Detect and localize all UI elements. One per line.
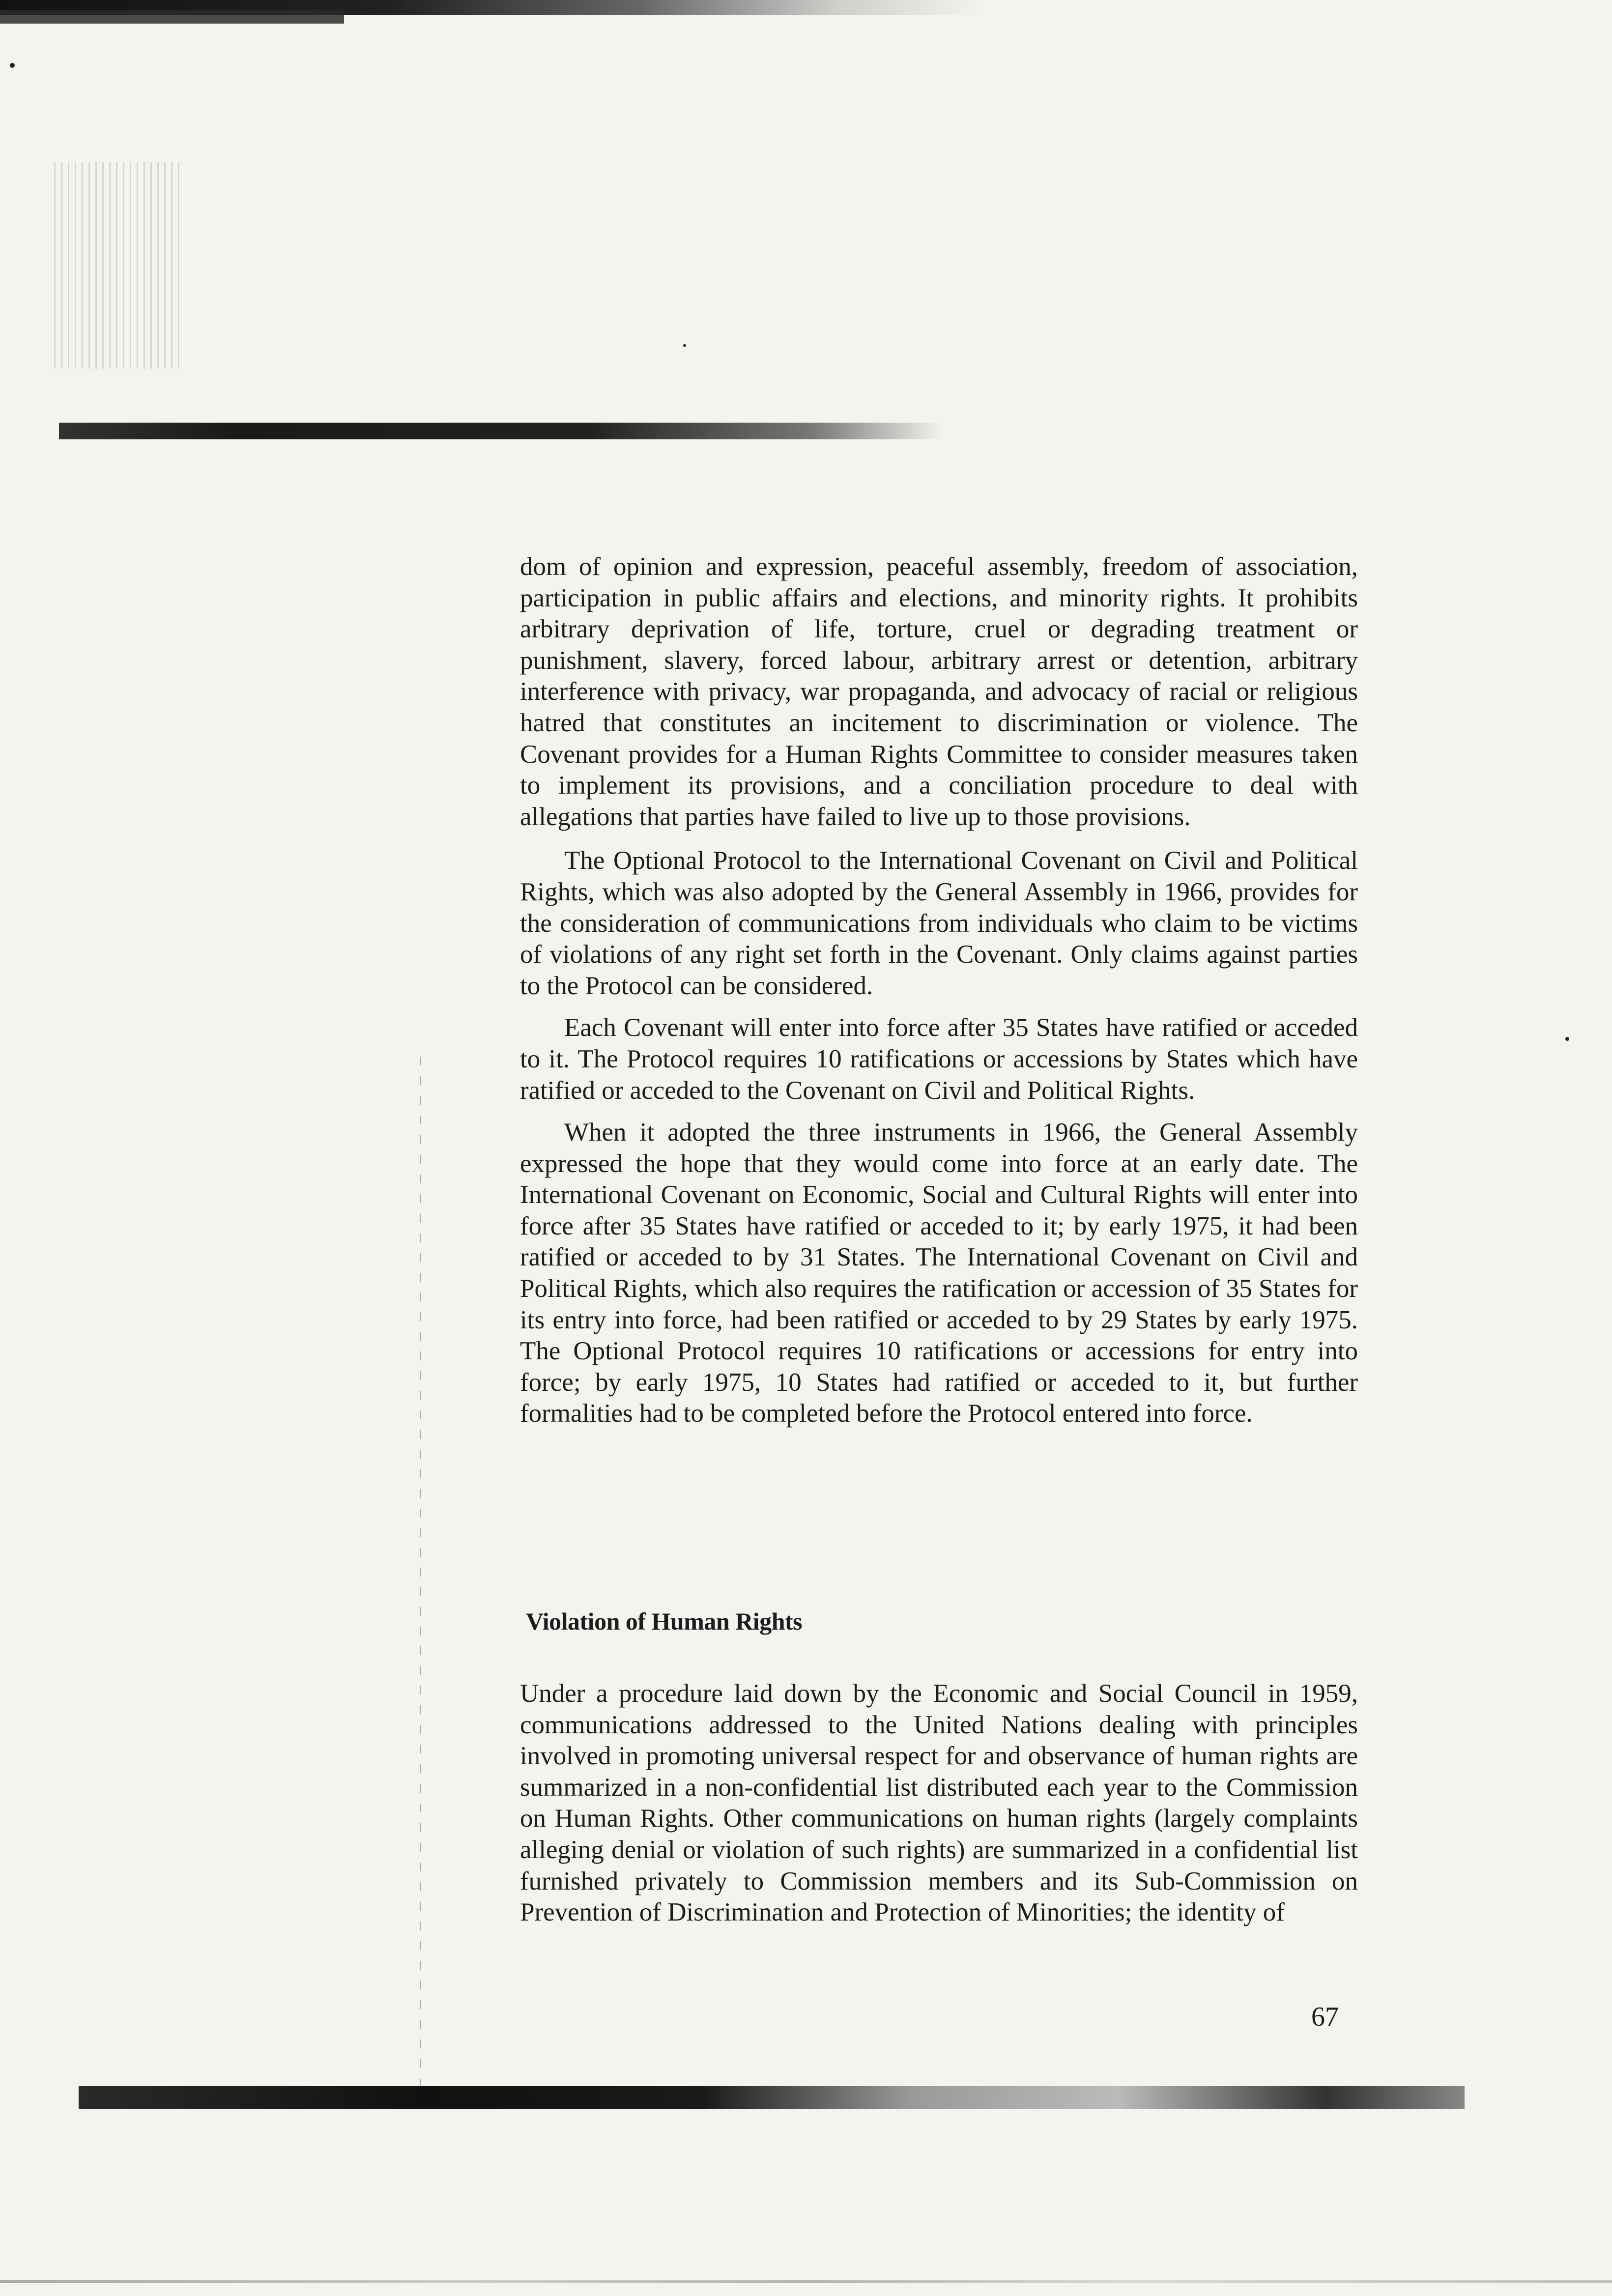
body-text: [520, 551, 1358, 1440]
scan-artifact-footer-line: [0, 2280, 1612, 2283]
scan-artifact-top-shadow: [0, 10, 344, 24]
section-heading: Violation of Human Rights: [526, 1607, 803, 1635]
scan-artifact-margin-line: [420, 1057, 421, 2089]
scan-artifact-dot: [1565, 1037, 1569, 1041]
paragraph: When it adopted the three instruments in 1966, the General Assembly expressed the hope that they would come into force at an early date. The International Covenant on Economic, Social and Cultural Rights will enter into force after 35 States have ratified or acceded to it; by early 1975, it had been ratified or acceded to by 31 States. The International Covenant on Civil and Political Rights, which also requires the ratification or accession of 35 States for its entry into force, had been ratified or acceded to by 29 States by early 1975. The Optional Protocol requires 10 ratifications or accessions for entry into force; by early 1975, 10 States had ratified or acceded to it, but further formalities had to be completed before the Protocol entered into force.: [520, 1118, 1358, 1428]
scan-artifact-mid-band: [59, 423, 944, 439]
paragraph: The Optional Protocol to the International Covenant on Civil and Political Rights, which was also adopted by the General Assembly in 1966, provides for the consideration of communications from individuals who claim to be victims of violations of any right set forth in the Covenant. Only claims against parties to the Protocol can be considered.: [520, 846, 1358, 1000]
scan-artifact-bottom-band: [79, 2086, 1465, 2109]
page-number: 67: [1311, 2002, 1339, 2032]
scan-artifact-dot: [683, 344, 686, 347]
scan-artifact-dot: [10, 63, 15, 68]
paragraph: dom of opinion and expression, peaceful assembly, freedom of association, participation in public affairs and elections, and minority rights. It prohibits arbitrary deprivation of life, torture, cruel or degrading treatment or punishment, slavery, forced labour, arbitrary arrest or detention, arbitrary interference with privacy, war propaganda, and advocacy of racial or religious hatred that constitutes an incitement to discrimination or violence. The Covenant provides for a Human Rights Committee to consider measures taken to implement its provisions, and a conciliation procedure to deal with allegations that parties have failed to live up to those provisions.: [520, 552, 1358, 831]
scan-artifact-speckle: [54, 162, 182, 369]
paragraph: Each Covenant will enter into force after 35 States have ratified or acceded to it. The Protocol requires 10 ratifications or accessions by States which have ratified or acceded to the Covenant on Civil and Political Rights.: [520, 1013, 1358, 1105]
paragraph: Under a procedure laid down by the Economic and Social Council in 1959, communications addressed to the United Nations dealing with principles involved in promoting universal respect for and observance of human rights are summarized in a non-confidential list distributed each year to the Commission on Human Rights. Other communications on human rights (largely complaints alleging denial or violation of such rights) are summarized in a confidential list furnished privately to Commission members and its Sub-Commission on Prevention of Discrimination and Protection of Minorities; the identity of: [520, 1679, 1358, 1927]
section-body: [520, 1678, 1358, 1928]
